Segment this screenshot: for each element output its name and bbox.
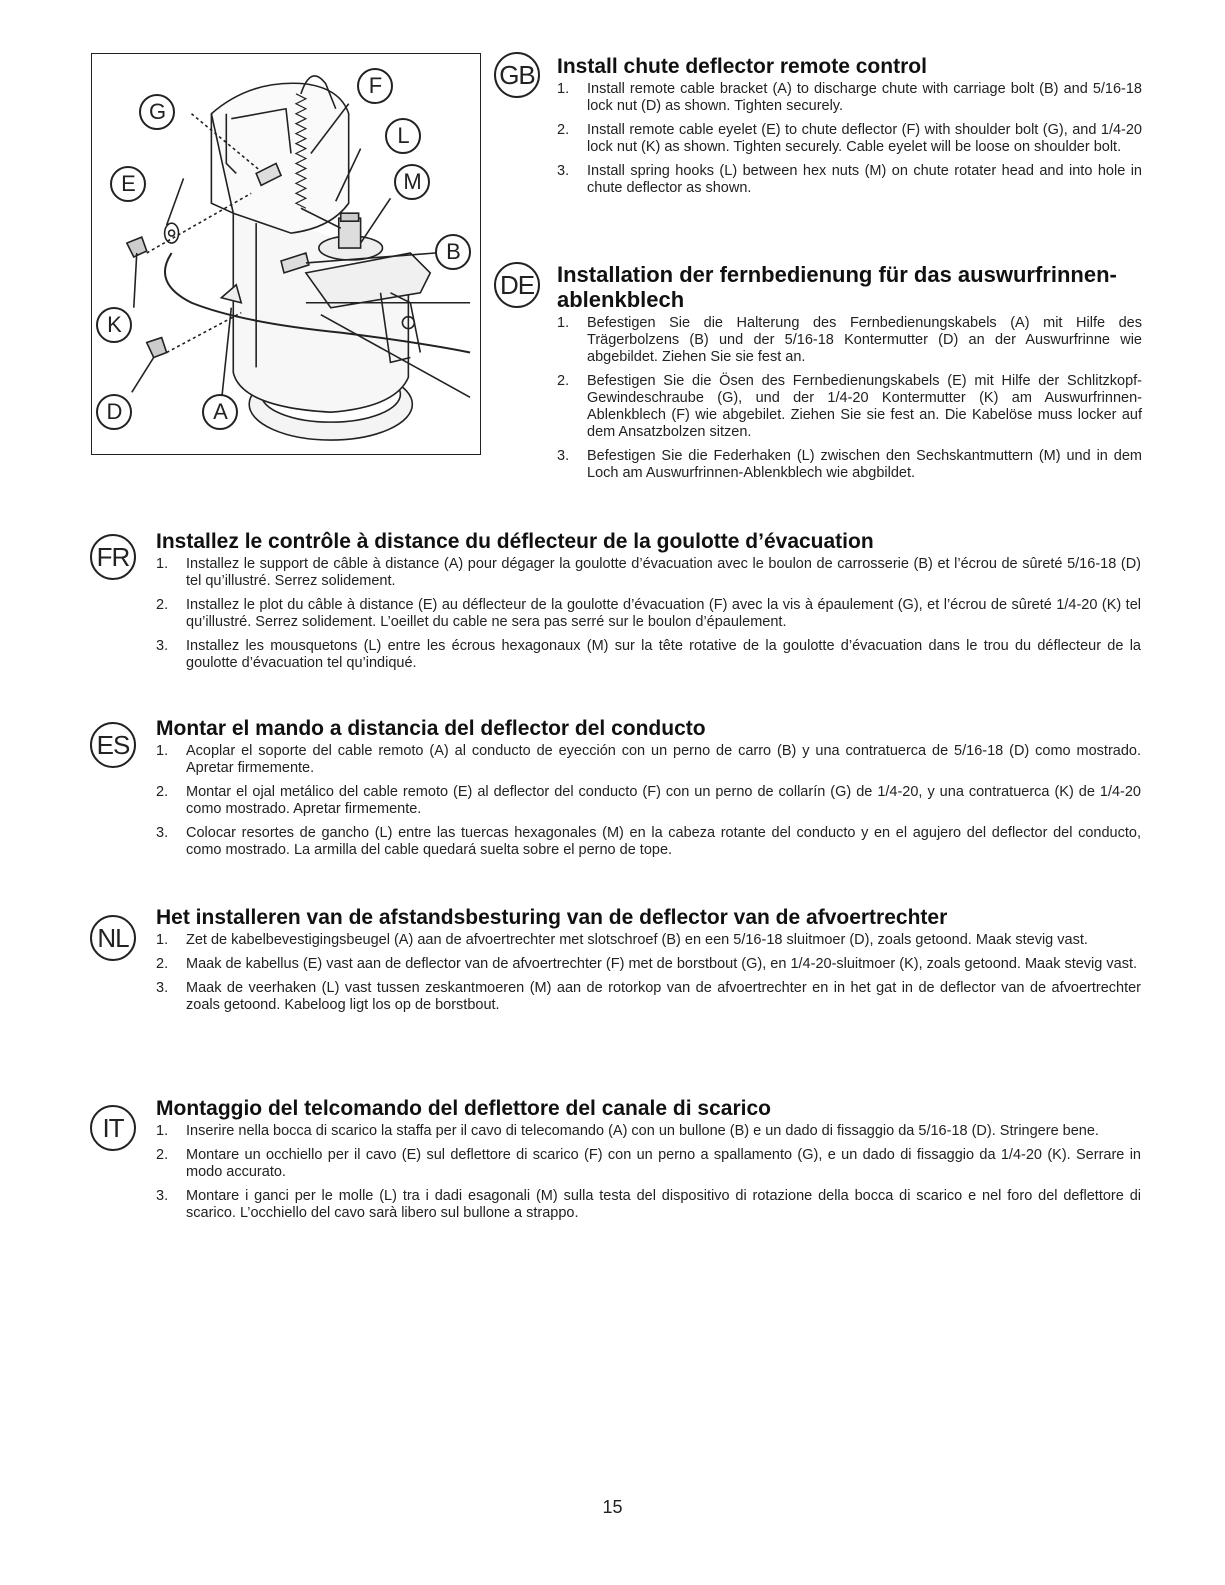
list-item: 2. Install remote cable eyelet (E) to chute deflector (F) with shoulder bolt (G), and 1/4-20 lock nut (K) as shown. Tighten securely. Cable eyelet will be loose on shoulder bolt. [557,122,1142,155]
list-item: 1. Befestigen Sie die Halterung des Fernbedienungskabels (A) mit Hilfe des Trägerbolzens (B) und der 5/16-18 Kontermutter (D) an der Auswurfrinne wie abgebildet. Ziehen Sie sie fest an. [557,315,1142,365]
list-item: 1. Acoplar el soporte del cable remoto (A) al conducto de eyección con un perno de carro (B) y una contratuerca de 5/16-18 (D) como mostrado. Apretar firmemente. [156,743,1141,776]
list-item: 3. Installez les mousquetons (L) entre les écrous hexagonaux (M) sur la tête rotative de la goulotte d’évacuation dans le trou du déflecteur de la goulotte d’évacuation tel qu’indiqué. [156,638,1141,671]
language-badge-de: DE [494,262,540,308]
page-number: 15 [602,1497,623,1517]
list-item: 1. Installez le support de câble à distance (A) pour dégager la goulotte d’évacuation avec le boulon de carrosserie (B) et l’écrou de sûreté 5/16-18 (D) tel qu’illustré. Serrez solidement. [156,556,1141,589]
list-item: 1. Inserire nella bocca di scarico la staffa per il cavo di telecomando (A) con un bullone (B) e un dado di fissaggio da 5/16-18 (D). Stringere bene. [156,1123,1099,1139]
list-item: 1. Zet de kabelbevestigingsbeugel (A) aan de afvoertrechter met slotschroef (B) en een 5/16-18 sluitmoer (D), zoals getoond. Maak stevig vast. [156,932,1088,948]
callout-m: M [394,164,430,200]
callout-k: K [96,307,132,343]
section-nl [156,906,1141,1021]
language-badge-it: IT [90,1105,136,1151]
callout-l: L [385,118,421,154]
list-item: 3. Maak de veerhaken (L) vast tussen zeskantmoeren (M) aan de rotorkop van de afvoertrechter en in het gat in de deflector van de afvoertrechter zoals getoond. Kabeloog ligt los op de borstbout. [156,980,1141,1013]
list-item: 2. Installez le plot du câble à distance (E) au déflecteur de la goulotte d’évacuation (F) avec la vis à épaulement (G), et l’écrou de sûreté 1/4-20 (K) tel qu’illustré. Serrez solidement. L’oeillet du cable ne sera pas serré sur le boulon d’épaulement. [156,597,1141,630]
callout-a: A [202,394,238,430]
section-fr [156,530,1141,679]
language-badge-gb: GB [494,52,540,98]
list-item: 2. Montar el ojal metálico del cable remoto (E) al deflector del conducto (F) con un perno de collarín (G) de 1/4-20, y una contratuerca (K) de 1/4-20 como mostrado. Apretar firmemente. [156,784,1141,817]
list-item: 2. Befestigen Sie die Ösen des Fernbedienungskabels (E) mit Hilfe der Schlitzkopf-Gewindeschraube (G), und der 1/4-20 Kontermutter (K) am Auswurfrinnen-Ablenkblech (F) wie abgebilet. Ziehen Sie sie fest an. Die Kabelöse muss locker auf dem Ansatzbolzen sitzen. [557,373,1142,440]
section-title: Het installeren van de afstandsbesturing van de deflector van de afvoertrechter [156,906,948,929]
assembly-illustration [91,53,481,455]
list-item: 2. Montare un occhiello per il cavo (E) sul deflettore di scarico (F) con un perno a spallamento (G), e un dado di fissaggio da 1/4-20 (K). Serrare in modo accurato. [156,1147,1141,1180]
list-item: 1. Install remote cable bracket (A) to discharge chute with carriage bolt (B) and 5/16-18 lock nut (D) as shown. Tighten securely. [557,81,1142,114]
section-title: Installez le contrôle à distance du déflecteur de la goulotte d’évacuation [156,530,874,553]
section-title: Montaggio del telcomando del deflettore del canale di scarico [156,1097,771,1120]
section-it [156,1097,1141,1229]
list-item: 3. Colocar resortes de gancho (L) entre las tuercas hexagonales (M) en la cabeza rotante del conducto y en el agujero del deflector del conducto, como mostrado. La armilla del cable quedará suelta sobre el perno de tope. [156,825,1141,858]
section-es [156,717,1141,866]
callout-e: E [110,166,146,202]
list-item: 3. Montare i ganci per le molle (L) tra i dadi esagonali (M) sulla testa del dispositivo di rotazione della bocca di scarico e nel foro del deflettore di scarico. L’occhiello del cavo sarà libero sul bullone a strappo. [156,1188,1141,1221]
section-de [557,262,1142,489]
callout-g: G [139,94,175,130]
language-badge-fr: FR [90,534,136,580]
callout-d: D [96,394,132,430]
language-badge-nl: NL [90,915,136,961]
section-gb [557,55,1142,204]
section-title: Installation der fernbedienung für das auswurfrinnen-ablenkblech [557,262,1117,312]
section-title: Install chute deflector remote control [557,55,927,78]
list-item: 3. Install spring hooks (L) between hex nuts (M) on chute rotater head and into hole in chute deflector as shown. [557,163,1142,196]
list-item: 2. Maak de kabellus (E) vast aan de deflector van de afvoertrechter (F) met de borstbout (G), en 1/4-20-sluitmoer (K), zoals getoond. Maak stevig vast. [156,956,1137,972]
language-badge-es: ES [90,722,136,768]
section-title: Montar el mando a distancia del deflector del conducto [156,717,706,740]
callout-b: B [435,234,471,270]
list-item: 3. Befestigen Sie die Federhaken (L) zwischen den Sechskantmuttern (M) und in dem Loch am Auswurfrinnen-Ablenkblech wie abgbildet. [557,448,1142,481]
callout-f: F [357,68,393,104]
